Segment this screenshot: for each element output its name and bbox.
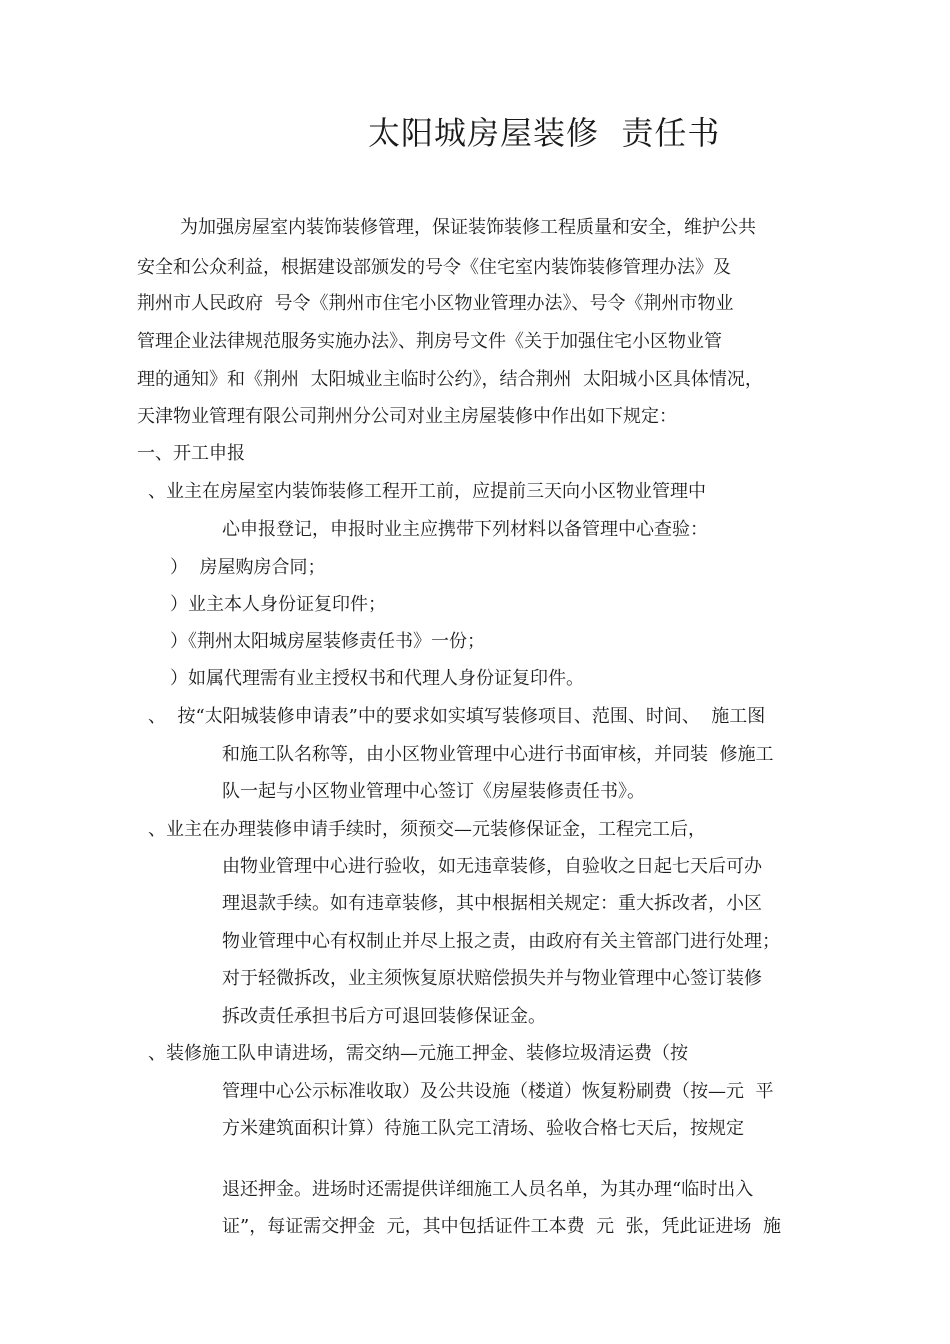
paragraph-line: 天津物业管理有限公司荆州分公司对业主房屋装修中作出如下规定： <box>137 406 677 427</box>
list-item: 、业主在房屋室内装饰装修工程开工前，应提前三天向小区物业管理中 <box>148 481 706 502</box>
document-title: 太阳城房屋装修 责任书 <box>368 114 721 152</box>
paragraph-line: 安全和公众利益，根据建设部颁发的号令《住宅室内装饰装修管理办法》及 <box>137 257 731 278</box>
list-item-continuation: 证”，每证需交押金 元，其中包括证件工本费 元 张，凭此证进场 施 <box>222 1216 781 1237</box>
list-item-continuation: 退还押金。进场时还需提供详细施工人员名单，为其办理“临时出入 <box>222 1179 754 1200</box>
list-item-continuation: 理退款手续。如有违章装修，其中根据相关规定：重大拆改者，小区 <box>222 893 762 914</box>
list-item: 、装修施工队申请进场，需交纳—元施工押金、装修垃圾清运费（按 <box>148 1043 688 1064</box>
paragraph-line: 管理企业法律规范服务实施办法》、荆房号文件《关于加强住宅小区物业管 <box>137 331 722 352</box>
paragraph-line: 为加强房屋室内装饰装修管理，保证装饰装修工程质量和安全，维护公共 <box>180 217 756 238</box>
list-item: 、业主在办理装修申请手续时，须预交—元装修保证金，工程完工后， <box>148 819 706 840</box>
list-item-continuation: 由物业管理中心进行验收，如无违章装修，自验收之日起七天后可办 <box>222 856 762 877</box>
list-item-continuation: 队一起与小区物业管理中心签订《房屋装修责任书》。 <box>222 781 645 802</box>
sub-list-item: ）如属代理需有业主授权书和代理人身份证复印件。 <box>170 668 584 689</box>
list-item-continuation: 和施工队名称等，由小区物业管理中心进行书面审核，并同装 修施工 <box>222 744 774 765</box>
paragraph-line: 理的通知》和《荆州 太阳城业主临时公约》，结合荆州 太阳城小区具体情况， <box>137 369 763 390</box>
list-item-continuation: 对于轻微拆改，业主须恢复原状赔偿损失并与物业管理中心签订装修 <box>222 968 762 989</box>
sub-list-item: ）业主本人身份证复印件； <box>170 594 386 615</box>
list-item: 、 按“太阳城装修申请表”中的要求如实填写装修项目、范围、时间、 施工图 <box>148 706 766 727</box>
paragraph-line: 荆州市人民政府 号令《荆州市住宅小区物业管理办法》、号令《荆州市物业 <box>137 293 734 314</box>
sub-list-item: ）《荆州太阳城房屋装修责任书》一份； <box>170 631 485 652</box>
list-item-continuation: 物业管理中心有权制止并尽上报之责，由政府有关主管部门进行处理； <box>222 931 780 952</box>
list-item-continuation: 管理中心公示标准收取）及公共设施（楼道）恢复粉刷费（按—元 平 <box>222 1081 774 1102</box>
section-heading: 一、开工申报 <box>137 443 245 464</box>
list-item-continuation: 方米建筑面积计算）待施工队完工清场、验收合格七天后，按规定 <box>222 1118 744 1139</box>
sub-list-item: ） 房屋购房合同； <box>170 557 326 578</box>
list-item-continuation: 拆改责任承担书后方可退回装修保证金。 <box>222 1006 546 1027</box>
list-item-continuation: 心申报登记，申报时业主应携带下列材料以备管理中心查验： <box>222 519 708 540</box>
